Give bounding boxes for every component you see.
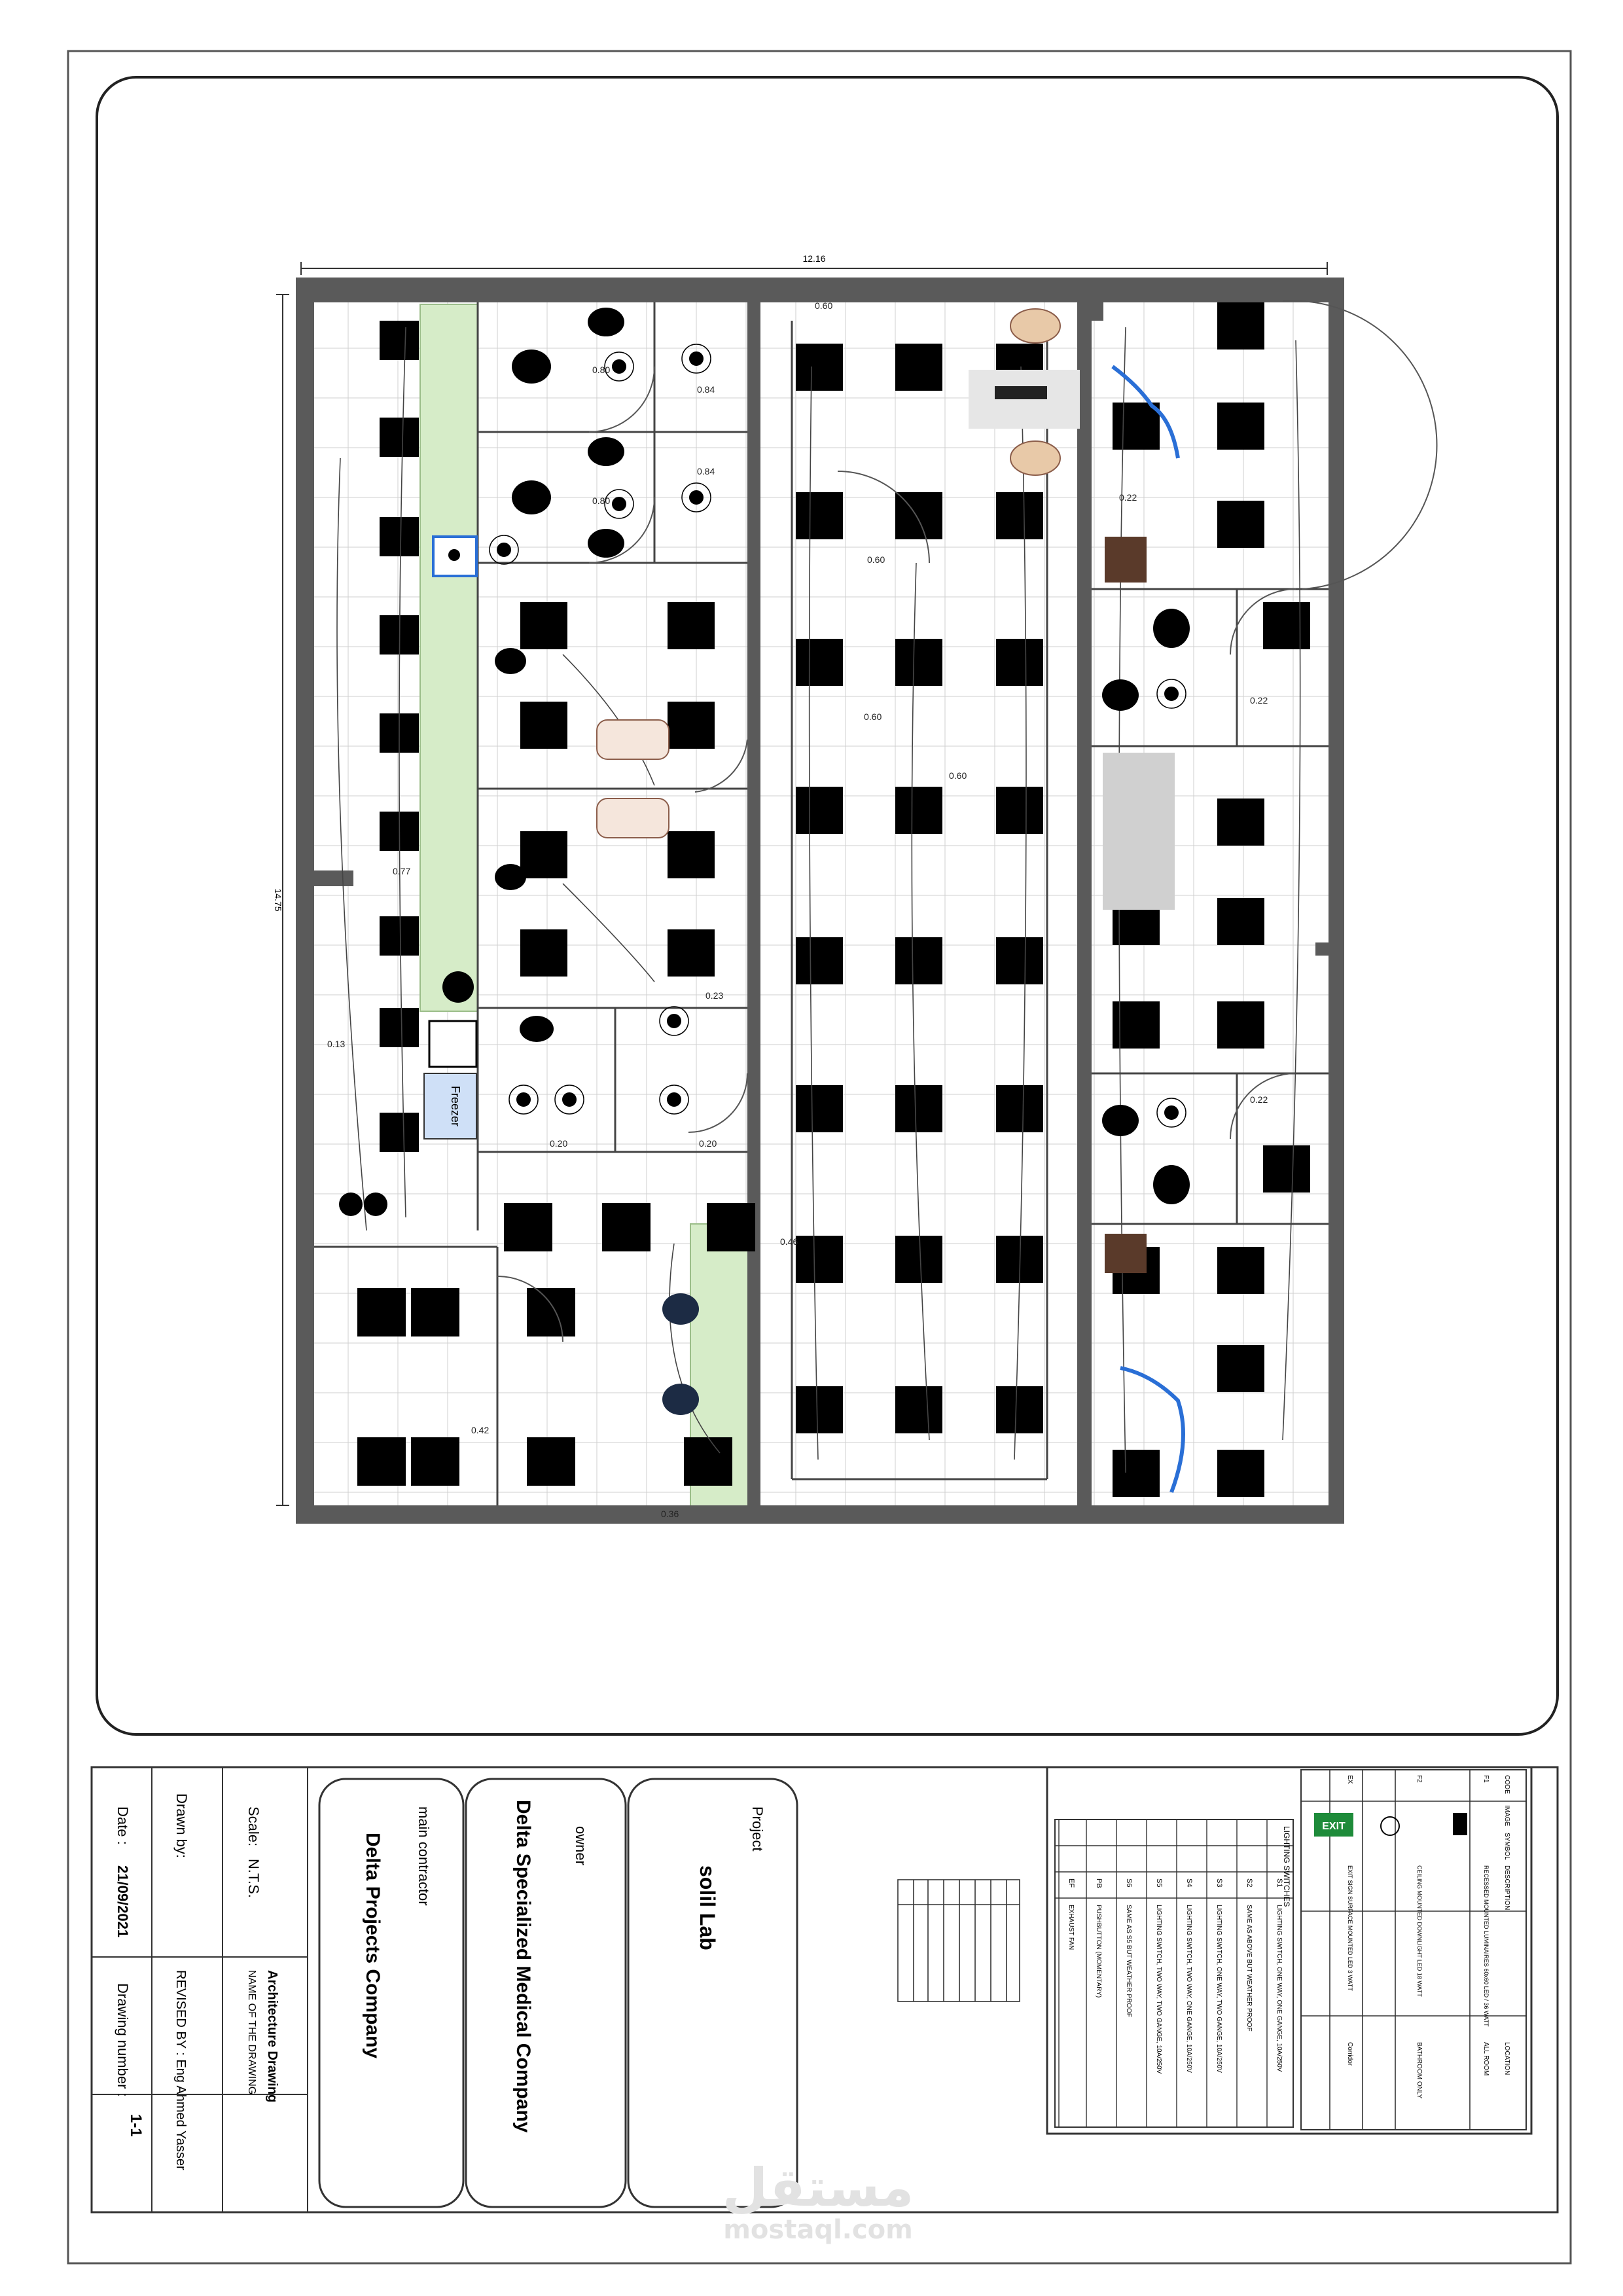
- legend-table: [1047, 1767, 1531, 2134]
- black-tile: [380, 1008, 419, 1047]
- black-tile: [602, 1203, 651, 1251]
- black-tile: [895, 344, 942, 391]
- light-point-symbol: [668, 1093, 681, 1106]
- grey-counter: [1103, 753, 1175, 910]
- light-point-symbol: [690, 352, 703, 365]
- dimension-label: 0.42: [471, 1425, 490, 1435]
- date-label: Date :: [115, 1806, 131, 1845]
- black-tile: [380, 517, 419, 556]
- black-tile: [895, 1386, 942, 1433]
- black-tile: [996, 1085, 1043, 1132]
- brown-cabinet-upper: [1105, 537, 1147, 583]
- revised-by: REVISED BY : Eng Ahmed Yasser: [173, 1970, 188, 2170]
- black-tile: [1113, 403, 1160, 450]
- name-of-drawing-value: Architecture Drawing: [265, 1970, 279, 2103]
- switch-description: LIGHTING SWITCH, TWO WAY, TWO GANGE, 10A/250V: [1155, 1905, 1162, 2074]
- black-tile: [707, 1203, 755, 1251]
- black-tile: [1217, 798, 1264, 846]
- black-tile: [1113, 1450, 1160, 1497]
- switch-description: EXHAUST FAN: [1067, 1905, 1075, 1950]
- light-point-symbol: [517, 1093, 530, 1106]
- drawn-by-label: Drawn by:: [173, 1793, 190, 1859]
- dimension-label: 0.84: [697, 384, 715, 395]
- project-value: solil Lab: [696, 1865, 719, 1950]
- dimension-label: 0.84: [697, 466, 715, 476]
- dimension-label: 0.60: [815, 300, 833, 311]
- light-point-symbol: [563, 1093, 576, 1106]
- switch-code: S1: [1275, 1878, 1283, 1888]
- black-tile: [796, 344, 843, 391]
- switch-description: SAME AS S5 BUT WEATHER PROOF: [1125, 1905, 1132, 2017]
- overall-height-label: 14.75: [273, 888, 283, 912]
- black-tile: [684, 1437, 732, 1486]
- switch-description: PUSHBUTTON (MOMENTARY): [1095, 1905, 1102, 1998]
- project-label: Project: [749, 1806, 766, 1852]
- legend-row1-desc: RECESSED MOUNTED LUMINAIRES 60x60 LED / 36 WATT: [1483, 1865, 1489, 2027]
- black-tile: [1217, 898, 1264, 945]
- black-tile: [411, 1437, 459, 1486]
- legend-exit-text: EXIT: [1322, 1821, 1346, 1832]
- switch-description: SAME AS ABOVE BUT WEATHER PROOF: [1245, 1905, 1253, 2032]
- legend-symbol-luminaire: [1453, 1813, 1467, 1835]
- freezer-label: Freezer: [449, 1085, 462, 1127]
- black-tile: [1217, 1247, 1264, 1294]
- legend-header-symbol: SYMBOL: [1503, 1833, 1510, 1860]
- overall-width-label: 12.16: [802, 253, 826, 264]
- black-tile: [1217, 1345, 1264, 1392]
- black-tile: [504, 1203, 552, 1251]
- black-tile: [1217, 403, 1264, 450]
- black-tile: [996, 787, 1043, 834]
- floor-plan: [273, 253, 1437, 1524]
- black-tile: [895, 492, 942, 539]
- switch-code: S2: [1245, 1878, 1253, 1888]
- switch-table-rows: [1055, 1820, 1293, 2127]
- black-tile: [380, 321, 419, 360]
- black-tile: [895, 787, 942, 834]
- switch-table-title: LIGHTING SWITCHES: [1282, 1826, 1291, 1907]
- freezer-small-box: [429, 1021, 476, 1067]
- black-tile: [1263, 1145, 1310, 1193]
- dimension-label: 0.60: [867, 554, 885, 565]
- drawing-number-value: 1-1: [127, 2114, 145, 2137]
- switch-code: S5: [1155, 1878, 1163, 1888]
- legend-row3-code: EX: [1346, 1775, 1353, 1784]
- black-tile: [527, 1288, 575, 1336]
- black-tile: [357, 1437, 406, 1486]
- switch-code: PB: [1095, 1878, 1103, 1888]
- green-bench-strip-left: [420, 304, 478, 1011]
- scale-value: N.T.S.: [245, 1859, 262, 1898]
- light-point-symbol: [497, 543, 510, 556]
- switch-description: LIGHTING SWITCH, ONE WAY, TWO GANGE, 10A/250V: [1215, 1905, 1222, 2073]
- black-tile: [1263, 602, 1310, 649]
- name-of-drawing-label: NAME OF THE DRAWING: [246, 1970, 257, 2095]
- black-tile: [996, 937, 1043, 984]
- dimension-label: 0.77: [393, 866, 411, 876]
- light-point-symbol: [1165, 1106, 1178, 1119]
- black-tile: [380, 418, 419, 457]
- black-tile: [796, 1236, 843, 1283]
- monitor: [995, 386, 1047, 399]
- black-tile: [520, 929, 567, 977]
- black-tile: [668, 929, 715, 977]
- black-tile: [796, 787, 843, 834]
- watermark-arabic: مستقل: [722, 2157, 914, 2218]
- black-tile: [668, 602, 715, 649]
- dimension-label: 0.60: [864, 711, 882, 722]
- dimension-label: 0.13: [327, 1039, 346, 1049]
- dimension-label: 0.80: [592, 495, 611, 506]
- switch-table: [1055, 1820, 1293, 2127]
- dimension-label: 0.46: [780, 1236, 798, 1247]
- black-tile: [895, 639, 942, 686]
- owner-value: Delta Specialized Medical Company: [512, 1800, 534, 2133]
- light-point-symbol: [613, 360, 626, 373]
- switch-code: S6: [1125, 1878, 1133, 1888]
- black-tile: [996, 1386, 1043, 1433]
- black-tile: [796, 1085, 843, 1132]
- legend-row2-code: F2: [1416, 1775, 1423, 1783]
- black-tile: [1217, 1450, 1264, 1497]
- black-tile: [668, 702, 715, 749]
- field-project: [628, 1779, 797, 2207]
- switch-description: LIGHTING SWITCH, ONE WAY, ONE GANGE, 10A/250V: [1275, 1905, 1283, 2072]
- black-tile: [357, 1288, 406, 1336]
- mini-symbol-table: [898, 1880, 1020, 2001]
- black-tile: [796, 639, 843, 686]
- legend-symbol-downlight: [1381, 1817, 1399, 1835]
- black-tile: [1217, 302, 1264, 350]
- dimension-label: 0.20: [699, 1138, 717, 1149]
- dimension-label: 0.23: [705, 990, 724, 1001]
- black-tile: [1217, 1001, 1264, 1049]
- black-tile: [996, 639, 1043, 686]
- watermark-latin: mostaql.com: [723, 2215, 913, 2245]
- switch-description: LIGHTING SWITCH, TWO WAY, ONE GANGE, 10A/250V: [1185, 1905, 1192, 2073]
- owner-label: owner: [573, 1826, 589, 1865]
- light-point-symbol: [613, 497, 626, 511]
- legend-row2-loc: BATHROOM ONLY: [1416, 2042, 1423, 2099]
- date-value: 21/09/2021: [115, 1865, 131, 1938]
- black-tile: [380, 1113, 419, 1152]
- black-tile: [796, 937, 843, 984]
- black-tile: [411, 1288, 459, 1336]
- light-point-symbol: [1165, 687, 1178, 700]
- black-tile: [796, 1386, 843, 1433]
- main-contractor-value: Delta Projects Company: [362, 1833, 383, 2059]
- light-point-symbol: [668, 1014, 681, 1028]
- switch-code: EF: [1067, 1878, 1075, 1888]
- field-main-contractor: [319, 1779, 463, 2207]
- dimension-label: 0.60: [949, 770, 967, 781]
- black-tile: [796, 492, 843, 539]
- legend-row3-loc: Corridor: [1346, 2042, 1353, 2066]
- black-tile: [895, 1236, 942, 1283]
- dimension-label: 0.22: [1119, 492, 1137, 503]
- dimension-label: 0.36: [661, 1509, 679, 1519]
- light-point-symbol: [690, 491, 703, 504]
- switch-table-texts: [1067, 1878, 1283, 2074]
- scale-label: Scale:: [245, 1806, 262, 1847]
- black-tile: [520, 831, 567, 878]
- switch-code: S3: [1215, 1878, 1223, 1888]
- black-tile: [520, 702, 567, 749]
- legend-row2-desc: CEILING MOUNTED DOWNLIGHT LED 18 WATT: [1416, 1865, 1423, 1997]
- black-tile: [1217, 501, 1264, 548]
- field-owner: [466, 1779, 626, 2207]
- legend-header-image: IMAGE: [1503, 1805, 1510, 1827]
- main-contractor-label: main contractor: [416, 1806, 432, 1906]
- legend-header-location: LOCATION: [1503, 2042, 1510, 2075]
- black-tile: [527, 1437, 575, 1486]
- black-tile: [520, 602, 567, 649]
- brown-cabinet-lower: [1105, 1234, 1147, 1273]
- black-tile: [895, 1085, 942, 1132]
- switch-code: S4: [1185, 1878, 1193, 1888]
- legend-row1-code: F1: [1482, 1775, 1489, 1783]
- black-tile: [380, 916, 419, 956]
- legend-row1-loc: ALL ROOM: [1482, 2042, 1489, 2076]
- black-tile: [895, 937, 942, 984]
- cabinet-knob: [448, 549, 460, 561]
- dimension-label: 0.22: [1250, 1094, 1268, 1105]
- legend-row3-desc: EXIT SIGN SURFACE MOUNTED LED 3 WATT: [1347, 1865, 1353, 1991]
- legend-header-description: DESCRIPTION: [1503, 1865, 1510, 1910]
- black-tile: [996, 492, 1043, 539]
- drawing-number-label: Drawing number :: [115, 1983, 131, 2097]
- black-tile: [668, 831, 715, 878]
- dimension-label: 0.20: [550, 1138, 568, 1149]
- dimension-label: 0.80: [592, 365, 611, 375]
- dimension-label: 0.22: [1250, 695, 1268, 706]
- legend-header-code: CODE: [1503, 1775, 1510, 1794]
